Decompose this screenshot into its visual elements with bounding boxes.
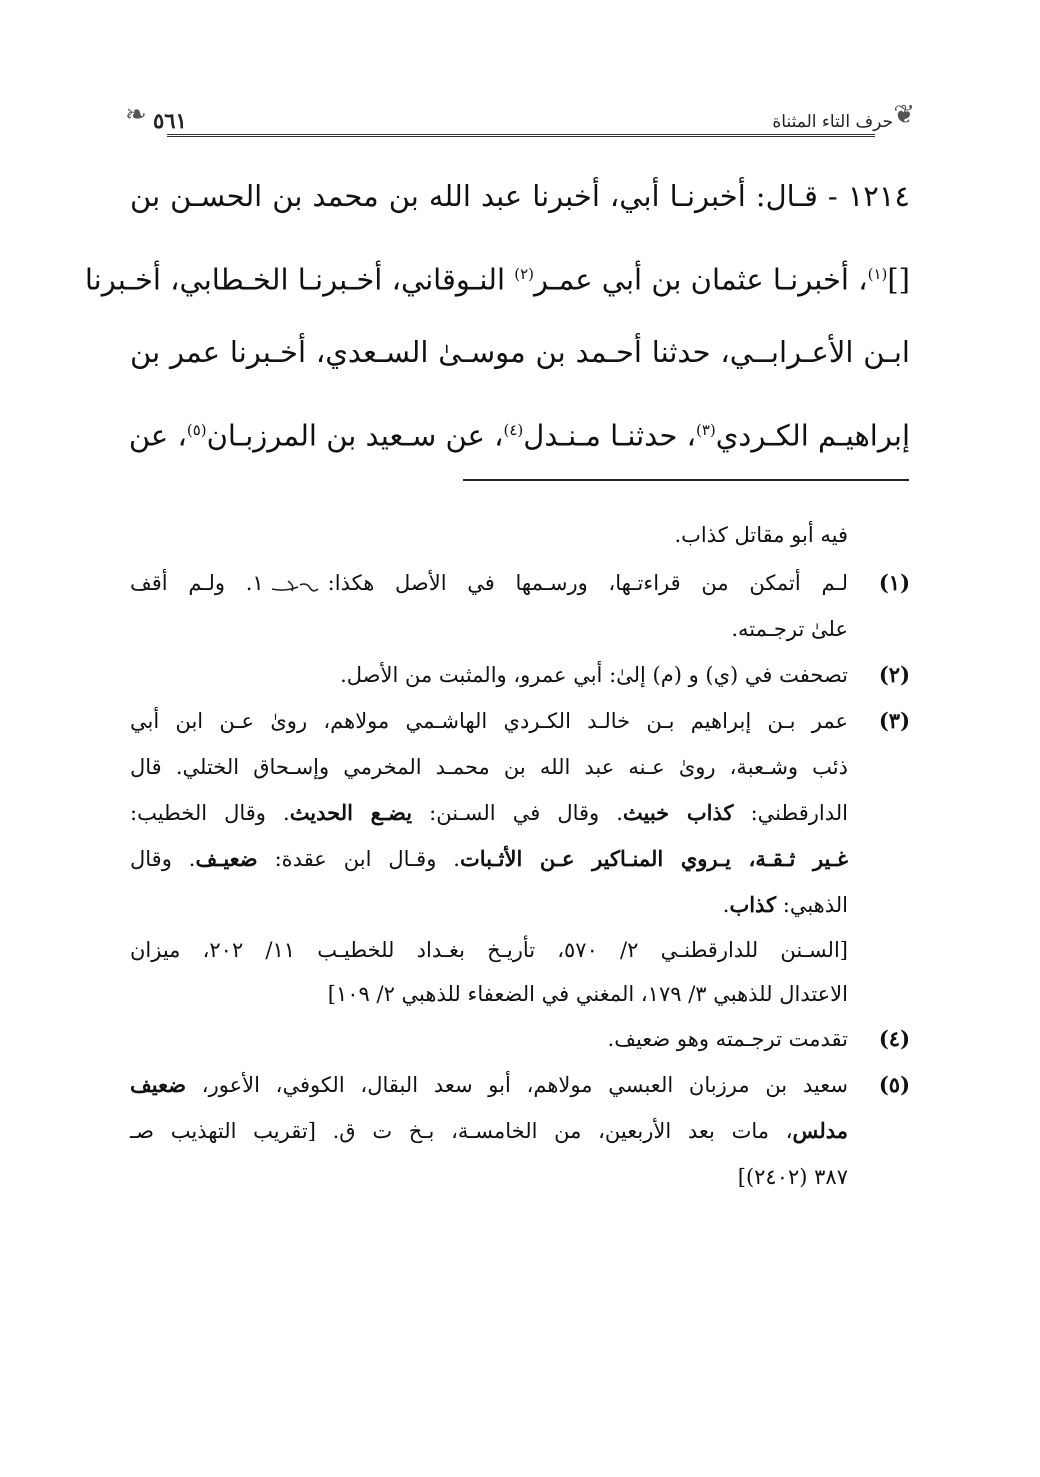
footnote-ref-2[interactable]: (٢) xyxy=(514,265,535,283)
manuscript-glyph-icon xyxy=(270,575,322,595)
footnote-separator xyxy=(463,479,909,481)
footnote-number: (٤) xyxy=(878,1026,910,1051)
footnote-number: (٣) xyxy=(878,708,910,733)
main-line-1: ١٢١٤ - قـال: أخبرنـا أبي، أخبرنا عبد الله بن محمد بن الحسـن بن xyxy=(130,179,910,213)
footnotes xyxy=(130,510,910,1200)
page-header xyxy=(125,98,915,148)
footnote-3: (٣) عمر بـن إبراهيم بـن خالـد الكـردي الهاشـمي مولاهم، روىٰ عـن ابن أبي ذئب وشـعبة، روىٰ عـنه عبد الله بن محمـد المخرمي وإسـحاق الختلي. قال الدارقطني: كذاب خبيث. وقال في السـنن: يضـع الحديث. وقال الخطيب: غـير ثـقـة، يـروي المنـاكير عـن الأثـبات. وقـال ابن عقدة: ضعيـف. وقال الذهبي: كذاب. [السـنن للدارقطنـي ٢/ ٥٧٠، تأريـخ بغـداد للخطيـب ١١/ ٢٠٢، ميزان الاعتدال للذهبي ٣/ ١٧٩، المغني في الضعفاء للذهبي ٢/ ١٠٩] xyxy=(130,698,910,1016)
main-line-4: إبراهيـم الكـردي$^{(٣)}$، حدثنـا مـنـدل$^{(٤)}$، عن سـعيد بن المرزبـان$^{(٥)}$، عن xyxy=(128,418,910,453)
footnote-number: (٥) xyxy=(878,1072,910,1097)
main-text xyxy=(84,170,910,482)
main-line-3: ابـن الأعـرابــي، حدثنا أحـمد بن موسـىٰ السـعدي، أخـبرنا عمر بن xyxy=(130,335,910,369)
footnote-number: (١) xyxy=(878,570,910,595)
header-rule xyxy=(167,134,875,137)
footnote-number: (٢) xyxy=(878,662,910,687)
footnote-1: (١) لـم أتمكن من قراءتـها، ورسـمها في الأصل هكذا:١. ولـم أقف علىٰ ترجـمته. xyxy=(130,560,910,652)
footnote-ref-1[interactable]: (١) xyxy=(867,265,888,283)
footnote-4: (٤) تقدمت ترجـمته وهو ضعيف. xyxy=(130,1016,910,1062)
footnote-ref-5[interactable]: (٥) xyxy=(186,421,207,439)
ornament-right-icon: ❦ xyxy=(893,100,915,130)
source-citation: [السـنن للدارقطنـي ٢/ ٥٧٠، تأريـخ بغـداد للخطيـب ١١/ ٢٠٢، ميزان xyxy=(130,938,848,962)
footnote-5: (٥) سعيد بن مرزبان العبسي مولاهم، أبو سعد البقال، الكوفي، الأعور، ضعيف مدلس، مات بعد الأربعين، من الخامسـة، بـخ ت ق. [تقريب التهذيب صـ ٣٨٧ (٢٤٠٢)] xyxy=(130,1062,910,1200)
main-line-2: []$^{(١)}$، أخبرنـا عثمان بن أبي عمـر$^{(٢)}$ النـوقاني، أخـبرنـا الخـطابي، أخـبرنا xyxy=(84,262,910,297)
footnote-continuation: فيه أبو مقاتل كذاب. xyxy=(674,523,848,547)
source-citation: الاعتدال للذهبي ٣/ ١٧٩، المغني في الضعفاء للذهبي ٢/ ١٠٩] xyxy=(327,982,848,1006)
chapter-title: حرف التاء المثناة xyxy=(772,112,893,132)
footnote-ref-4[interactable]: (٤) xyxy=(503,421,524,439)
page-number: ٥٦١ xyxy=(153,108,187,133)
ornament-left-icon: ❧ xyxy=(125,100,147,130)
footnote-2: (٢) تصحفت في (ي) و (م) إلىٰ: أبي عمرو، والمثبت من الأصل. xyxy=(130,652,910,698)
footnote-ref-3[interactable]: (٣) xyxy=(695,421,716,439)
